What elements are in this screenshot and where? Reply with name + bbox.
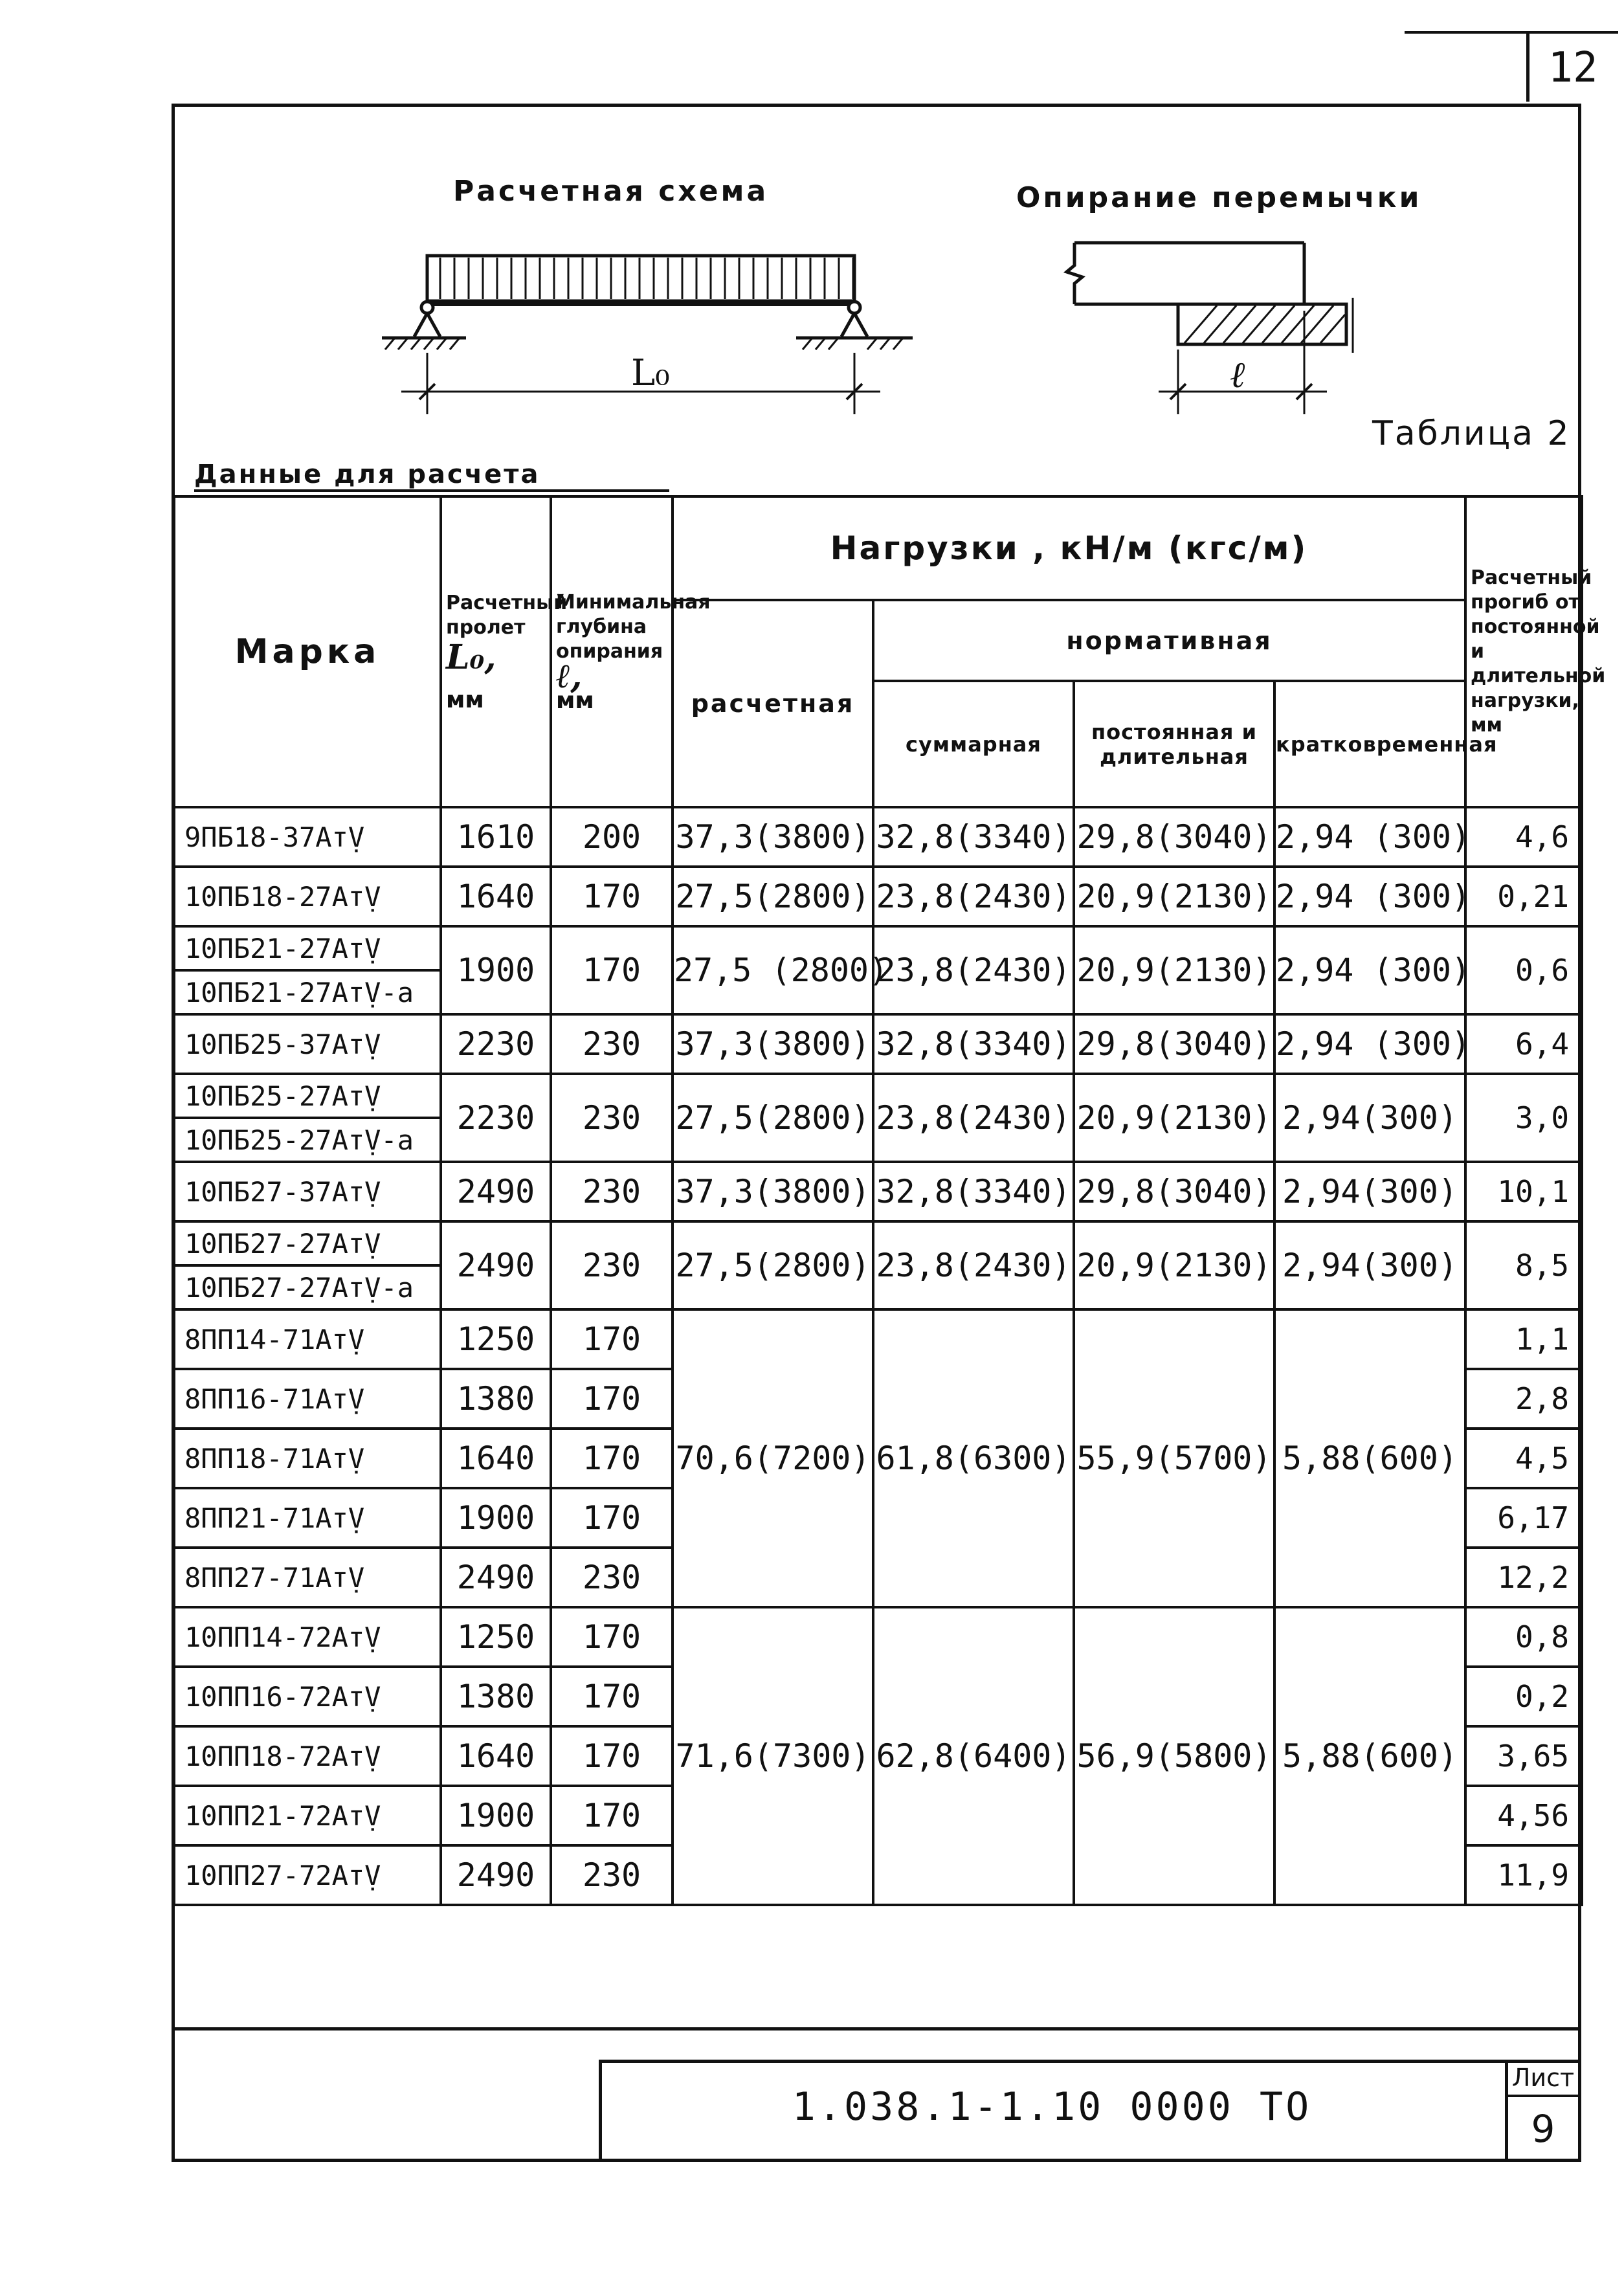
cell-permanent-load: 56,9(5800) <box>1074 1607 1274 1905</box>
table-body <box>174 807 1582 1905</box>
cell-short-load: 2,94 (300) <box>1274 1014 1465 1074</box>
cell-depth: 170 <box>551 1786 673 1845</box>
header-loads: Нагрузки , кН/м (кгс/м) <box>673 496 1465 600</box>
left-support-pin <box>421 302 433 313</box>
cell-span: 2490 <box>441 1162 551 1221</box>
cell-mark: 10ПП14-72АтṾ <box>174 1607 441 1667</box>
cell-mark: 8ПП21-71АтṾ <box>174 1488 441 1548</box>
cell-permanent-load: 29,8(3040) <box>1074 1014 1274 1074</box>
cell-depth: 170 <box>551 1488 673 1548</box>
header-permanent: постоянная и длительная <box>1074 681 1274 807</box>
cell-depth: 170 <box>551 1607 673 1667</box>
table-row <box>174 1221 1582 1265</box>
break-line <box>1067 243 1082 304</box>
cell-mark: 10ПП16-72АтṾ <box>174 1667 441 1726</box>
right-support-strut-b <box>854 313 867 337</box>
cell-total-load: 23,8(2430) <box>873 1221 1074 1309</box>
cell-mark: 10ПБ27-37АтṾ <box>174 1162 441 1221</box>
left-support-strut-a <box>414 313 427 337</box>
cell-deflection: 11,9 <box>1465 1845 1582 1905</box>
cell-permanent-load: 20,9(2130) <box>1074 1221 1274 1309</box>
cell-short-load: 2,94(300) <box>1274 1221 1465 1309</box>
cell-design-load: 27,5(2800) <box>673 867 873 926</box>
cell-depth: 230 <box>551 1548 673 1607</box>
cell-depth: 230 <box>551 1074 673 1162</box>
cell-depth: 170 <box>551 1726 673 1786</box>
cell-design-load: 27,5(2800) <box>673 1221 873 1309</box>
cell-span: 1900 <box>441 1786 551 1845</box>
cell-span: 2230 <box>441 1074 551 1162</box>
cell-depth: 170 <box>551 926 673 1014</box>
right-support-strut-a <box>841 313 854 337</box>
corner-page-number: 12 <box>1548 44 1598 92</box>
cell-mark: 9ПБ18-37АтṾ <box>174 807 441 867</box>
cell-total-load: 62,8(6400) <box>873 1607 1074 1905</box>
cell-depth: 170 <box>551 1667 673 1726</box>
cell-deflection: 0,6 <box>1465 926 1582 1014</box>
table-row <box>174 926 1582 970</box>
cell-depth: 230 <box>551 1221 673 1309</box>
cell-short-load: 2,94(300) <box>1274 1074 1465 1162</box>
header-total: суммарная <box>873 681 1074 807</box>
cell-short-load: 2,94 (300) <box>1274 867 1465 926</box>
cell-mark: 8ПП14-71АтṾ <box>174 1309 441 1369</box>
table-number-label: Таблица 2 <box>1372 414 1571 453</box>
sheet-label: Лист <box>1505 2064 1581 2097</box>
cell-short-load: 5,88(600) <box>1274 1607 1465 1905</box>
cell-short-load: 2,94 (300) <box>1274 807 1465 867</box>
cell-permanent-load: 29,8(3040) <box>1074 807 1274 867</box>
cell-span: 2490 <box>441 1845 551 1905</box>
cell-total-load: 61,8(6300) <box>873 1309 1074 1607</box>
header-span: Расчетный пролет L₀, мм <box>441 496 551 807</box>
cell-deflection: 4,5 <box>1465 1429 1582 1488</box>
document-code: 1.038.1-1.10 0000 ТО <box>792 2084 1312 2130</box>
wall-block <box>1178 304 1346 344</box>
schema-title: Расчетная схема <box>453 175 769 208</box>
cell-design-load: 71,6(7300) <box>673 1607 873 1905</box>
cell-mark: 8ПП27-71АтṾ <box>174 1548 441 1607</box>
cell-total-load: 32,8(3340) <box>873 1014 1074 1074</box>
header-deflection: Расчетный прогиб от постоянной и длительной нагрузки, мм <box>1465 496 1582 807</box>
right-support-pin <box>849 302 860 313</box>
cell-permanent-load: 20,9(2130) <box>1074 926 1274 1014</box>
cell-short-load: 2,94(300) <box>1274 1162 1465 1221</box>
data-section-label: Данные для расчета <box>194 460 669 492</box>
wall-hatch <box>1185 306 1345 343</box>
cell-mark: 8ПП16-71АтṾ <box>174 1369 441 1429</box>
cell-design-load: 37,3(3800) <box>673 807 873 867</box>
cell-mark: 10ПП27-72АтṾ <box>174 1845 441 1905</box>
cell-span: 1900 <box>441 1488 551 1548</box>
cell-depth: 200 <box>551 807 673 867</box>
cell-depth: 230 <box>551 1014 673 1074</box>
cell-deflection: 6,4 <box>1465 1014 1582 1074</box>
cell-design-load: 37,3(3800) <box>673 1162 873 1221</box>
cell-total-load: 32,8(3340) <box>873 807 1074 867</box>
load-data-table <box>173 495 1606 1906</box>
cell-mark: 10ПБ25-37АтṾ <box>174 1014 441 1074</box>
cell-deflection: 3,0 <box>1465 1074 1582 1162</box>
cell-permanent-load: 29,8(3040) <box>1074 1162 1274 1221</box>
table-row <box>174 867 1582 926</box>
header-design: расчетная <box>673 600 873 807</box>
cell-depth: 230 <box>551 1845 673 1905</box>
cell-depth: 170 <box>551 1429 673 1488</box>
cell-deflection: 12,2 <box>1465 1548 1582 1607</box>
cell-deflection: 10,1 <box>1465 1162 1582 1221</box>
cell-permanent-load: 20,9(2130) <box>1074 867 1274 926</box>
header-normative: нормативная <box>873 600 1465 681</box>
cell-deflection: 0,8 <box>1465 1607 1582 1667</box>
cell-permanent-load: 20,9(2130) <box>1074 1074 1274 1162</box>
cell-depth: 230 <box>551 1162 673 1221</box>
cell-span: 1640 <box>441 1429 551 1488</box>
table-row <box>174 1074 1582 1118</box>
cell-total-load: 32,8(3340) <box>873 1162 1074 1221</box>
cell-depth: 170 <box>551 867 673 926</box>
support-title: Опирание перемычки <box>1016 181 1422 214</box>
cell-mark: 10ПБ25-27АтṾ <box>174 1074 441 1118</box>
cell-span: 1610 <box>441 807 551 867</box>
cell-deflection: 4,6 <box>1465 807 1582 867</box>
cell-deflection: 6,17 <box>1465 1488 1582 1548</box>
span-label: L₀ <box>631 352 670 394</box>
table-row <box>174 1309 1582 1369</box>
support-scheme <box>1067 243 1353 414</box>
support-length-label: ℓ <box>1230 354 1245 396</box>
cell-design-load: 70,6(7200) <box>673 1309 873 1607</box>
cell-depth: 170 <box>551 1309 673 1369</box>
cell-mark: 10ПП18-72АтṾ <box>174 1726 441 1786</box>
cell-total-load: 23,8(2430) <box>873 1074 1074 1162</box>
cell-mark: 10ПБ21-27АтṾ-а <box>174 970 441 1014</box>
cell-mark: 10ПБ27-27АтṾ <box>174 1221 441 1265</box>
cell-short-load: 2,94 (300) <box>1274 926 1465 1014</box>
cell-mark: 10ПБ27-27АтṾ-а <box>174 1265 441 1309</box>
cell-span: 2230 <box>441 1014 551 1074</box>
distributed-load-block <box>427 256 854 301</box>
cell-deflection: 8,5 <box>1465 1221 1582 1309</box>
header-shortterm: кратковременная <box>1274 681 1465 807</box>
ground-hatch <box>385 338 903 350</box>
table-row <box>174 1607 1582 1667</box>
load-hatch-lines <box>440 258 853 299</box>
cell-span: 1250 <box>441 1607 551 1667</box>
stamp-top-line <box>172 2027 1581 2031</box>
cell-span: 1900 <box>441 926 551 1014</box>
cell-design-load: 27,5 (2800) <box>673 926 873 1014</box>
cell-span: 2490 <box>441 1548 551 1607</box>
cell-total-load: 23,8(2430) <box>873 867 1074 926</box>
cell-deflection: 4,56 <box>1465 1786 1582 1845</box>
cell-total-load: 23,8(2430) <box>873 926 1074 1014</box>
table-row <box>174 1014 1582 1074</box>
cell-mark: 8ПП18-71АтṾ <box>174 1429 441 1488</box>
cell-mark: 10ПП21-72АтṾ <box>174 1786 441 1845</box>
cell-deflection: 0,2 <box>1465 1667 1582 1726</box>
cell-mark: 10ПБ25-27АтṾ-а <box>174 1118 441 1162</box>
cell-design-load: 37,3(3800) <box>673 1014 873 1074</box>
cell-span: 1380 <box>441 1369 551 1429</box>
cell-span: 1380 <box>441 1667 551 1726</box>
cell-span: 1640 <box>441 867 551 926</box>
cell-design-load: 27,5(2800) <box>673 1074 873 1162</box>
cell-deflection: 0,21 <box>1465 867 1582 926</box>
sheet-number: 9 <box>1531 2107 1555 2151</box>
cell-short-load: 5,88(600) <box>1274 1309 1465 1607</box>
cell-deflection: 2,8 <box>1465 1369 1582 1429</box>
left-support-strut-b <box>427 313 440 337</box>
table-row <box>174 1162 1582 1221</box>
table-row <box>174 807 1582 867</box>
cell-span: 1640 <box>441 1726 551 1786</box>
header-mark: Марка <box>174 496 441 807</box>
header-depth: Минимальная глубина опирания ℓ, мм <box>551 496 673 807</box>
cell-span: 1250 <box>441 1309 551 1369</box>
cell-deflection: 3,65 <box>1465 1726 1582 1786</box>
cell-mark: 10ПБ18-27АтṾ <box>174 867 441 926</box>
cell-depth: 170 <box>551 1369 673 1429</box>
cell-deflection: 1,1 <box>1465 1309 1582 1369</box>
cell-span: 2490 <box>441 1221 551 1309</box>
cell-permanent-load: 55,9(5700) <box>1074 1309 1274 1607</box>
cell-mark: 10ПБ21-27АтṾ <box>174 926 441 970</box>
